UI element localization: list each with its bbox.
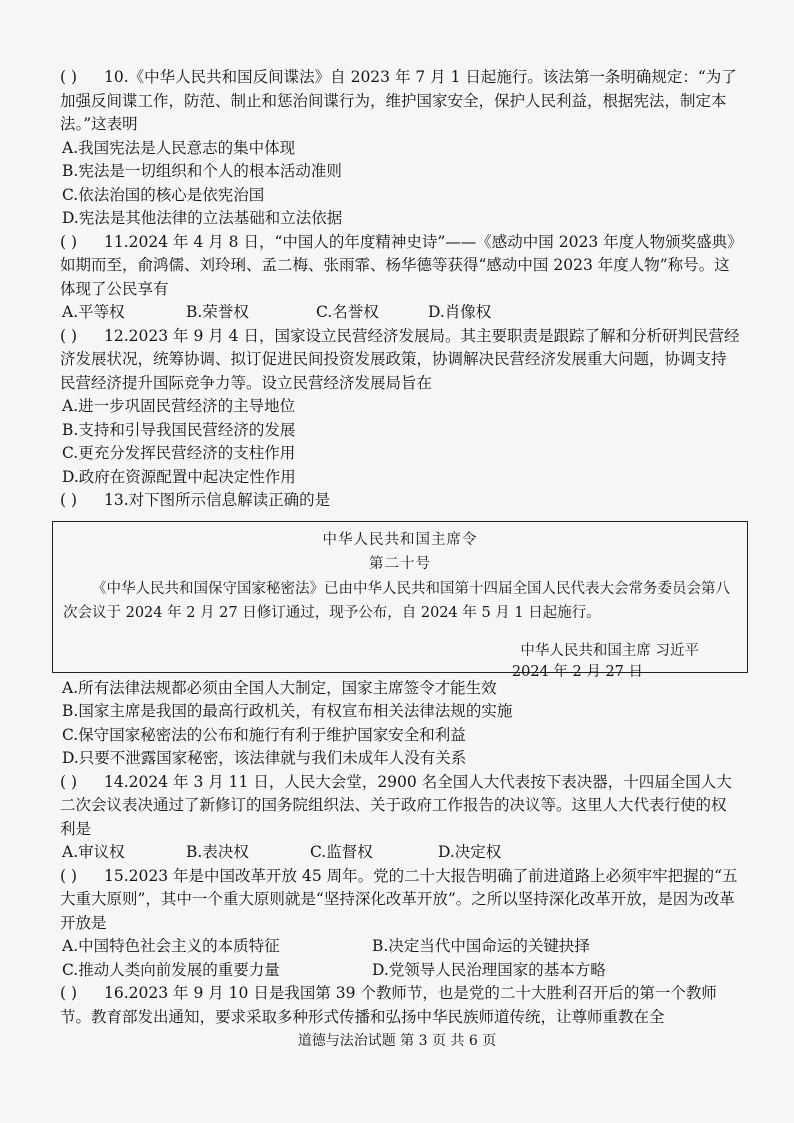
option: B.宪法是一切组织和个人的根本活动准则	[62, 162, 342, 180]
question-text: 11.2024 年 4 月 8 日，“中国人的年度精神史诗”——《感动中国 2023 年度人物颁奖盛典》如期而至，俞鸿儒、刘玲琍、孟二梅、张雨霏、杨华德等获得“感动中国 2023 年度人物”称号。这体现了公民享有	[60, 232, 735, 298]
answer-blank[interactable]: ( )	[60, 866, 78, 885]
answer-blank[interactable]: ( )	[60, 491, 78, 509]
answer-blank[interactable]: ( )	[60, 326, 78, 345]
question-16	[60, 982, 740, 1029]
answer-blank[interactable]: ( )	[60, 232, 78, 251]
option: C.名誉权	[316, 303, 379, 321]
page-footer: 道德与法治试题 第 3 页 共 6 页	[297, 1033, 497, 1049]
question-13	[60, 489, 740, 513]
question-12	[60, 325, 740, 396]
option: D.宪法是其他法律的立法基础和立法依据	[62, 209, 343, 227]
question-text: 13.对下图所示信息解读正确的是	[104, 491, 331, 509]
options-row	[60, 301, 740, 325]
option: D.决定权	[438, 843, 502, 861]
question-10	[60, 66, 740, 137]
option: B.表决权	[186, 843, 249, 861]
option: B.荣誉权	[186, 303, 249, 321]
option: C.依法治国的核心是依宪治国	[62, 185, 265, 204]
question-15	[60, 865, 740, 936]
question-text: 15.2023 年是中国改革开放 45 周年。党的二十大报告明确了前进道路上必须牢牢把握的“五大重大原则”，其中一个重大原则就是“坚持深化改革开放”。之所以坚持深化改革开放，是因为改革开放是	[60, 866, 738, 932]
option: A.所有法律法规都必须由全国人大制定，国家主席签令才能生效	[62, 678, 497, 697]
answer-blank[interactable]: ( )	[60, 984, 78, 1002]
option: A.中国特色社会主义的本质特征	[62, 937, 280, 955]
question-text: 10.《中华人民共和国反间谍法》自 2023 年 7 月 1 日起施行。该法第一条明确规定：“为了加强反间谍工作，防范、制止和惩治间谍行为，维护国家安全，保护人民利益，根据宪法，制定本法。”这表明	[60, 68, 737, 133]
option: A.进一步巩固民营经济的主导地位	[62, 397, 296, 415]
exam-page	[60, 66, 740, 1029]
question-text: 12.2023 年 9 月 4 日，国家设立民营经济发展局。其主要职责是跟踪了解和分析研判民营经济发展状况，统筹协调、拟订促进民间投资发展政策，协调解决民营经济发展重大问题，协调支持民营经济提升国际竞争力等。设立民营经济发展局旨在	[60, 326, 740, 392]
options-row	[60, 841, 740, 865]
order-title: 中华人民共和国主席令	[322, 531, 478, 548]
option: D.党领导人民治理国家的基本方略	[372, 960, 606, 979]
order-number: 第二十号	[369, 555, 431, 572]
option: B.国家主席是我国的最高行政机关，有权宣布相关法律法规的实施	[62, 702, 513, 720]
options-row	[60, 959, 740, 983]
question-14	[60, 771, 740, 842]
order-signature: 中华人民共和国主席 习近平	[520, 642, 699, 659]
options-row	[60, 935, 740, 959]
option: D.只要不泄露国家秘密，该法律就与我们未成年人没有关系	[62, 749, 467, 767]
option: B.支持和引导我国民营经济的发展	[62, 420, 296, 439]
option: A.平等权	[62, 303, 125, 321]
order-body: 《中华人民共和国保守国家秘密法》已由中华人民共和国第十四届全国人民代表大会常务委员会第八次会议于 2024 年 2 月 27 日修订通过，现予公布，自 2024 年 5 月 1 日起施行。	[63, 580, 730, 621]
option: B.决定当代中国命运的关键抉择	[372, 937, 590, 955]
option: D.肖像权	[428, 303, 492, 321]
answer-blank[interactable]: ( )	[60, 772, 78, 791]
option: A.我国宪法是人民意志的集中体现	[62, 138, 296, 157]
option: C.监督权	[310, 843, 373, 861]
option: A.审议权	[62, 843, 125, 861]
option: C.推动人类向前发展的重要力量	[62, 960, 280, 979]
option: C.保守国家秘密法的公布和施行有利于维护国家安全和利益	[62, 725, 466, 744]
question-text: 14.2024 年 3 月 11 日，人民大会堂，2900 名全国人大代表按下表决器，十四届全国人大二次会议表决通过了新修订的国务院组织法、关于政府工作报告的决议等。这里人大代表行使的权利是	[60, 772, 732, 838]
order-date: 2024 年 2 月 27 日	[511, 663, 643, 680]
presidential-order-box	[52, 521, 748, 680]
question-11	[60, 231, 740, 302]
option: D.政府在资源配置中起决定性作用	[62, 467, 296, 486]
question-text: 16.2023 年 9 月 10 日是我国第 39 个教师节，也是党的二十大胜利召开后的第一个教师节。教育部发出通知，要求采取多种形式传播和弘扬中华民族师道传统，让尊师重教在全	[60, 984, 717, 1026]
option: C.更充分发挥民营经济的支柱作用	[62, 444, 296, 462]
answer-blank[interactable]: ( )	[60, 68, 78, 86]
